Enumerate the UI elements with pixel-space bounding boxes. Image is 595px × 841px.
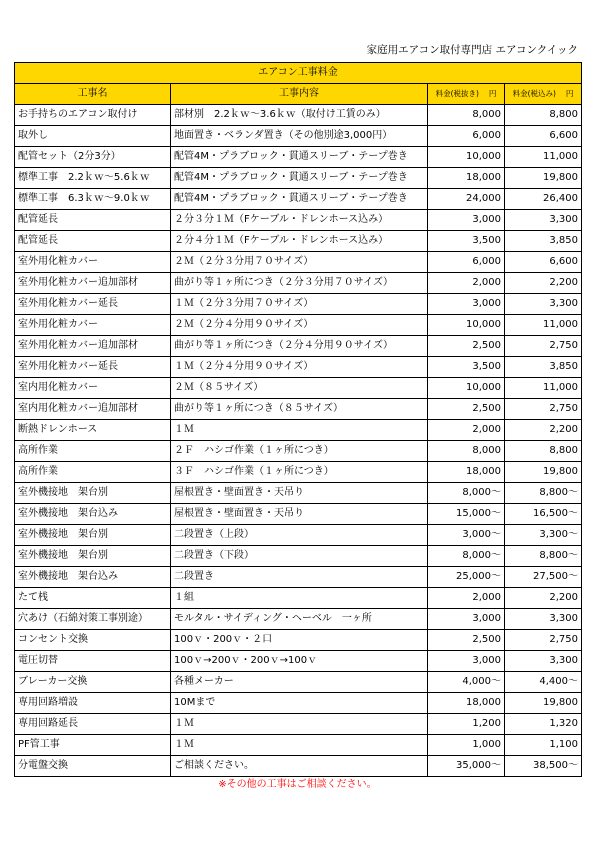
table-row (15, 525, 582, 546)
cell-content: 二段置き（上段） (171, 525, 428, 546)
cell-price-ex: 10,000 (428, 315, 505, 336)
cell-content: １Ｍ（２分４分用９０サイズ） (171, 357, 428, 378)
cell-name: 室外用化粧カバー (15, 252, 171, 273)
cell-name: 室外機接地 架台別 (15, 483, 171, 504)
cell-price-in: 2,200 (505, 273, 582, 294)
table-row (15, 714, 582, 735)
cell-name: 室外機接地 架台込み (15, 504, 171, 525)
cell-name: 室外機接地 架台別 (15, 525, 171, 546)
cell-price-ex: 3,000 (428, 294, 505, 315)
cell-content: 10Mまで (171, 693, 428, 714)
cell-name: たて桟 (15, 588, 171, 609)
cell-name: 室内用化粧カバー追加部材 (15, 399, 171, 420)
cell-name: 高所作業 (15, 462, 171, 483)
cell-price-in: 8,800～ (505, 546, 582, 567)
cell-content: 配管4M・プラブロック・貫通スリーブ・テープ巻き (171, 168, 428, 189)
cell-price-in: 2,200 (505, 420, 582, 441)
table-row (15, 630, 582, 651)
table-row (15, 147, 582, 168)
cell-name: 標準工事 6.3ｋｗ～9.0ｋｗ (15, 189, 171, 210)
cell-price-ex: 2,000 (428, 420, 505, 441)
cell-name: 室外機接地 架台込み (15, 567, 171, 588)
header-name: 工事名 (15, 84, 171, 105)
cell-name: 室外用化粧カバー延長 (15, 357, 171, 378)
cell-content: 100ｖ→200ｖ・200ｖ→100ｖ (171, 651, 428, 672)
cell-price-in: 3,850 (505, 357, 582, 378)
cell-price-in: 11,000 (505, 315, 582, 336)
table-row (15, 693, 582, 714)
cell-content: １Ｍ (171, 420, 428, 441)
cell-price-ex: 3,000 (428, 651, 505, 672)
cell-content: 曲がり等１ヶ所につき（２分３分用７０サイズ） (171, 273, 428, 294)
cell-price-in: 2,750 (505, 399, 582, 420)
table-row (15, 294, 582, 315)
cell-price-ex: 25,000～ (428, 567, 505, 588)
cell-price-ex: 2,500 (428, 630, 505, 651)
cell-price-in: 19,800 (505, 693, 582, 714)
table-row (15, 588, 582, 609)
cell-content: ２Ｆ ハシゴ作業（１ヶ所につき） (171, 441, 428, 462)
cell-name: 室外用化粧カバー追加部材 (15, 336, 171, 357)
cell-price-in: 3,850 (505, 231, 582, 252)
cell-price-ex: 15,000～ (428, 504, 505, 525)
table-header-row (15, 84, 582, 105)
cell-content: 配管4M・プラブロック・貫通スリーブ・テープ巻き (171, 147, 428, 168)
cell-price-ex: 18,000 (428, 168, 505, 189)
cell-name: 電圧切替 (15, 651, 171, 672)
cell-price-ex: 8,000～ (428, 546, 505, 567)
cell-price-in: 19,800 (505, 462, 582, 483)
cell-content: 曲がり等１ヶ所につき（８５サイズ） (171, 399, 428, 420)
cell-price-in: 6,600 (505, 252, 582, 273)
table-row (15, 378, 582, 399)
cell-price-ex: 3,500 (428, 357, 505, 378)
cell-price-ex: 2,000 (428, 273, 505, 294)
cell-price-in: 3,300 (505, 609, 582, 630)
table-row (15, 672, 582, 693)
cell-price-ex: 1,000 (428, 735, 505, 756)
cell-price-in: 19,800 (505, 168, 582, 189)
table-row (15, 483, 582, 504)
cell-price-ex: 18,000 (428, 693, 505, 714)
cell-price-in: 8,800 (505, 441, 582, 462)
table-title: エアコン工事料金 (15, 63, 582, 84)
cell-price-in: 2,750 (505, 630, 582, 651)
cell-content: 配管4M・プラブロック・貫通スリーブ・テープ巻き (171, 189, 428, 210)
cell-content: 屋根置き・壁面置き・天吊り (171, 483, 428, 504)
cell-price-ex: 3,000 (428, 609, 505, 630)
cell-name: コンセント交換 (15, 630, 171, 651)
cell-price-ex: 3,500 (428, 231, 505, 252)
cell-content: ３Ｆ ハシゴ作業（１ヶ所につき） (171, 462, 428, 483)
cell-price-ex: 24,000 (428, 189, 505, 210)
cell-name: 専用回路延長 (15, 714, 171, 735)
cell-name: 高所作業 (15, 441, 171, 462)
cell-content: １Ｍ（２分３分用７０サイズ） (171, 294, 428, 315)
table-row (15, 231, 582, 252)
cell-content: ２Ｍ（２分４分用９０サイズ） (171, 315, 428, 336)
cell-price-in: 2,750 (505, 336, 582, 357)
cell-price-in: 2,200 (505, 588, 582, 609)
table-title-row (15, 63, 582, 84)
cell-name: 分電盤交換 (15, 756, 171, 777)
table-row (15, 168, 582, 189)
table-row (15, 462, 582, 483)
header-content: 工事内容 (171, 84, 428, 105)
table-row (15, 273, 582, 294)
cell-name: 配管延長 (15, 210, 171, 231)
cell-name: 配管延長 (15, 231, 171, 252)
cell-name: お手持ちのエアコン取付け (15, 105, 171, 126)
cell-price-in: 11,000 (505, 147, 582, 168)
cell-content: 部材別 2.2ｋｗ～3.6ｋｗ（取付け工賃のみ） (171, 105, 428, 126)
cell-name: 断熱ドレンホース (15, 420, 171, 441)
cell-content: 地面置き・ベランダ置き（その他別途3,000円） (171, 126, 428, 147)
header-price-ex: 料金(税抜き) 円 (428, 84, 505, 105)
cell-name: 室外機接地 架台別 (15, 546, 171, 567)
cell-price-in: 3,300 (505, 210, 582, 231)
cell-price-ex: 6,000 (428, 252, 505, 273)
cell-name: 室外用化粧カバー (15, 315, 171, 336)
cell-content: １Ｍ (171, 735, 428, 756)
table-row (15, 735, 582, 756)
cell-price-ex: 6,000 (428, 126, 505, 147)
table-row (15, 609, 582, 630)
cell-price-in: 6,600 (505, 126, 582, 147)
cell-price-ex: 3,000～ (428, 525, 505, 546)
cell-price-in: 1,320 (505, 714, 582, 735)
price-table (14, 62, 582, 777)
cell-price-in: 1,100 (505, 735, 582, 756)
header-price-in: 料金(税込み) 円 (505, 84, 582, 105)
table-row (15, 105, 582, 126)
cell-price-ex: 8,000～ (428, 483, 505, 504)
cell-name: 穴あけ（石綿対策工事別途） (15, 609, 171, 630)
table-row (15, 441, 582, 462)
cell-price-ex: 4,000～ (428, 672, 505, 693)
cell-price-in: 16,500～ (505, 504, 582, 525)
cell-content: 二段置き（下段） (171, 546, 428, 567)
cell-price-ex: 8,000 (428, 441, 505, 462)
cell-content: 屋根置き・壁面置き・天吊り (171, 504, 428, 525)
footnote: ※その他の工事はご相談ください。 (218, 779, 377, 790)
table-row (15, 651, 582, 672)
cell-name: 室外用化粧カバー延長 (15, 294, 171, 315)
table-row (15, 336, 582, 357)
cell-content: ご相談ください。 (171, 756, 428, 777)
cell-price-in: 3,300 (505, 294, 582, 315)
cell-name: ブレーカー交換 (15, 672, 171, 693)
cell-content: １Ｍ (171, 714, 428, 735)
table-row (15, 399, 582, 420)
table-row (15, 252, 582, 273)
cell-price-ex: 2,000 (428, 588, 505, 609)
cell-name: 室外用化粧カバー追加部材 (15, 273, 171, 294)
cell-content: ２分４分１Ｍ（Fケーブル・ドレンホース込み） (171, 231, 428, 252)
table-row (15, 756, 582, 777)
cell-price-in: 4,400～ (505, 672, 582, 693)
cell-content: ２Ｍ（８５サイズ） (171, 378, 428, 399)
cell-name: 室内用化粧カバー (15, 378, 171, 399)
cell-name: 配管セット（2分3分） (15, 147, 171, 168)
cell-content: モルタル・サイディング・ヘーベル 一ヶ所 (171, 609, 428, 630)
cell-price-in: 8,800～ (505, 483, 582, 504)
cell-name: 取外し (15, 126, 171, 147)
table-row (15, 126, 582, 147)
cell-price-ex: 3,000 (428, 210, 505, 231)
cell-price-ex: 10,000 (428, 147, 505, 168)
cell-price-ex: 2,500 (428, 336, 505, 357)
cell-price-in: 3,300～ (505, 525, 582, 546)
cell-content: 二段置き (171, 567, 428, 588)
cell-content: ２Ｍ（２分３分用７０サイズ） (171, 252, 428, 273)
cell-content: 各種メーカー (171, 672, 428, 693)
cell-name: 専用回路増設 (15, 693, 171, 714)
cell-price-in: 11,000 (505, 378, 582, 399)
table-row (15, 189, 582, 210)
cell-price-in: 8,800 (505, 105, 582, 126)
cell-content: ２分３分１Ｍ（Fケーブル・ドレンホース込み） (171, 210, 428, 231)
table-body (15, 105, 582, 777)
shop-name: 家庭用エアコン取付専門店 エアコンクイック (366, 44, 578, 56)
cell-price-in: 27,500～ (505, 567, 582, 588)
cell-price-ex: 1,200 (428, 714, 505, 735)
table-row (15, 315, 582, 336)
cell-price-in: 3,300 (505, 651, 582, 672)
table-row (15, 546, 582, 567)
cell-price-ex: 35,000～ (428, 756, 505, 777)
table-row (15, 420, 582, 441)
cell-price-ex: 10,000 (428, 378, 505, 399)
cell-price-ex: 8,000 (428, 105, 505, 126)
table-row (15, 567, 582, 588)
cell-name: PF管工事 (15, 735, 171, 756)
cell-content: １組 (171, 588, 428, 609)
cell-price-in: 38,500～ (505, 756, 582, 777)
cell-name: 標準工事 2.2ｋｗ～5.6ｋｗ (15, 168, 171, 189)
table-row (15, 504, 582, 525)
cell-price-ex: 2,500 (428, 399, 505, 420)
table-row (15, 210, 582, 231)
cell-price-ex: 18,000 (428, 462, 505, 483)
cell-content: 100ｖ・200ｖ・２口 (171, 630, 428, 651)
table-row (15, 357, 582, 378)
cell-content: 曲がり等１ヶ所につき（２分４分用９０サイズ） (171, 336, 428, 357)
cell-price-in: 26,400 (505, 189, 582, 210)
